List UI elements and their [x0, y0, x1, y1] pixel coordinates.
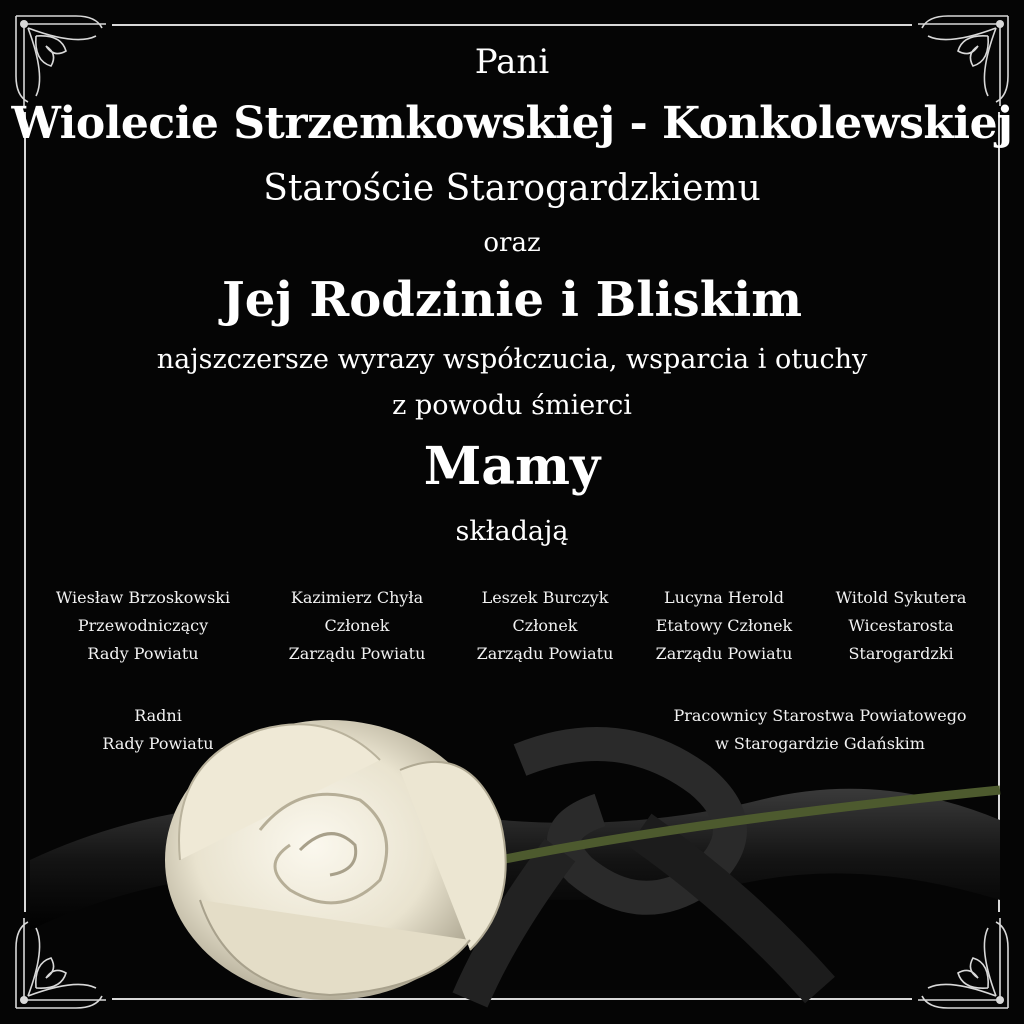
- signatory-name: Leszek Burczyk: [481, 588, 609, 607]
- signatory-name: Lucyna Herold: [664, 588, 784, 607]
- deceased-heading: Mamy: [423, 436, 601, 497]
- group-line-2: w Starogardzie Gdańskim: [715, 734, 925, 753]
- group-line-1: Pracownicy Starostwa Powiatowego: [673, 706, 967, 725]
- salutation: Pani: [474, 42, 550, 82]
- condolence-verb: składają: [455, 516, 569, 547]
- addressee-role: Staroście Starogardzkiemu: [263, 168, 761, 209]
- signatory-title: Przewodniczący: [77, 616, 209, 635]
- signatory-body: Zarządu Powiatu: [476, 644, 614, 663]
- condolence-line-2: z powodu śmierci: [392, 390, 632, 421]
- signatory: [38, 584, 248, 668]
- signatory-name: Kazimierz Chyła: [290, 588, 424, 607]
- family-heading: Jej Rodzinie i Bliskim: [222, 272, 802, 328]
- group-signatory: [650, 702, 990, 758]
- addressee-name: Wiolecie Strzemkowskiej - Konkolewskiej: [11, 98, 1013, 149]
- signatory-title: Wicestarosta: [848, 616, 954, 635]
- signatory-body: Rady Powiatu: [87, 644, 199, 663]
- white-rose-icon: [165, 720, 506, 1000]
- group-signatory: [58, 702, 258, 758]
- signatory-name: Wiesław Brzoskowski: [55, 588, 231, 607]
- signatory: [262, 584, 452, 668]
- signatory: [452, 584, 638, 668]
- signatory-body: Zarządu Powiatu: [655, 644, 793, 663]
- conjunction: oraz: [483, 228, 541, 258]
- condolence-line-1: najszczersze wyrazy współczucia, wsparcia i otuchy: [156, 344, 868, 375]
- group-line-1: Radni: [134, 706, 182, 725]
- group-line-2: Rady Powiatu: [102, 734, 214, 753]
- signatory-body: Starogardzki: [848, 644, 954, 663]
- signatory: [636, 584, 812, 668]
- signatory-body: Zarządu Powiatu: [288, 644, 426, 663]
- signatory: [812, 584, 990, 668]
- signatory-title: Etatowy Członek: [655, 616, 793, 635]
- signatory-name: Witold Sykutera: [835, 588, 967, 607]
- signatory-title: Członek: [512, 616, 578, 635]
- signatory-title: Członek: [324, 616, 390, 635]
